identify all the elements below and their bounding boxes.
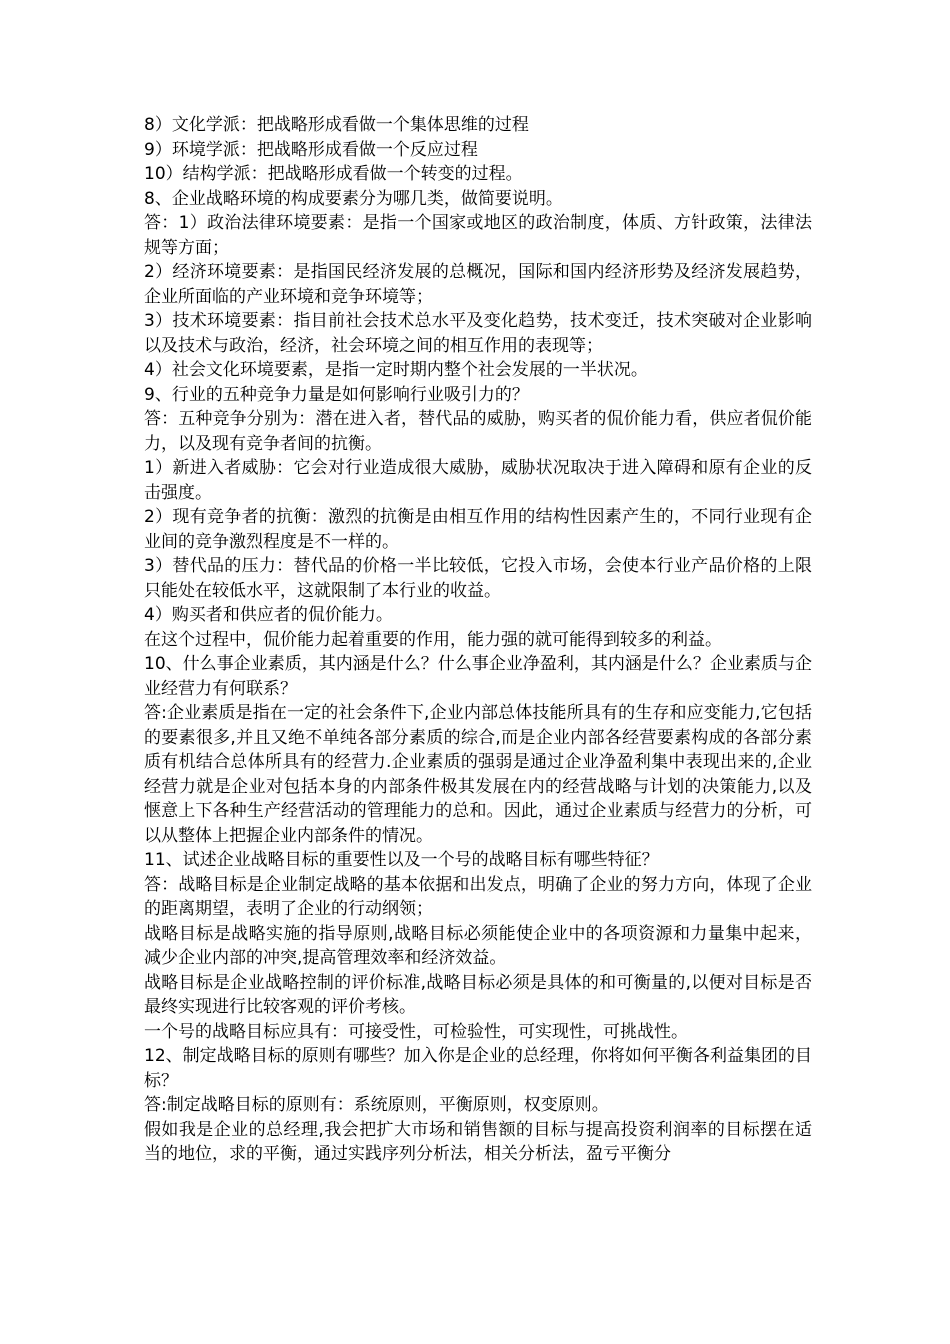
question-heading: 11、试述企业战略目标的重要性以及一个号的战略目标有哪些特征？ (144, 850, 659, 870)
paragraph: 2）现有竞争者的抗衡：激烈的抗衡是由相互作用的结构性因素产生的，不同行业现有企业间的竞争激烈程度是不一样的。 (144, 507, 812, 552)
paragraph: 4）购买者和供应者的侃价能力。 (144, 605, 393, 625)
paragraph: 答:制定战略目标的原则有：系统原则，平衡原则，权变原则。 (144, 1095, 609, 1115)
paragraph: 假如我是企业的总经理,我会把扩大市场和销售额的目标与提高投资利润率的目标摆在适当的地位，求的平衡，通过实践序列分析法，相关分析法，盈亏平衡分 (144, 1119, 812, 1164)
paragraph: 战略目标是企业战略控制的评价标准,战略目标必须是具体的和可衡量的,以便对目标是否最终实现进行比较客观的评价考核。 (144, 972, 812, 1017)
paragraph: 3）技术环境要素：指目前社会技术总水平及变化趋势，技术变迁，技术突破对企业影响以及技术与政治，经济，社会环境之间的相互作用的表现等； (144, 311, 812, 356)
paragraph: 1）新进入者威胁：它会对行业造成很大威胁，威胁状况取决于进入障碍和原有企业的反击强度。 (144, 458, 812, 503)
paragraph: 一个号的战略目标应具有：可接受性，可检验性，可实现性，可挑战性。 (144, 1021, 688, 1042)
paragraph: 2）经济环境要素：是指国民经济发展的总概况，国际和国内经济形势及经济发展趋势，企业所面临的产业环境和竞争环境等； (144, 262, 812, 307)
paragraph: 10）结构学派：把战略形成看做一个转变的过程。 (144, 164, 523, 184)
paragraph: 答:企业素质是指在一定的社会条件下,企业内部总体技能所具有的生存和应变能力,它包括的要素很多,并且又绝不单纯各部分素质的综合,而是企业内部各经营要素构成的各部分素质有机结合总体所具有的经营力.企业素质的强弱是通过企业净盈利集中表现出来的,企业经营力就是企业对包括本身的内部条件极其发展在内的经营战略与计划的决策能力,以及惬意上下各种生产经营活动的管理能力的总和。因此，通过企业素质与经营力的分析，可以从整体上把握企业内部条件的情况。 (144, 703, 812, 846)
paragraph: 3）替代品的压力：替代品的价格一半比较低，它投入市场，会使本行业产品价格的上限只能处在较低水平，这就限制了本行业的收益。 (144, 556, 812, 601)
paragraph: 答：五种竞争分别为：潜在进入者，替代品的威胁，购买者的侃价能力看，供应者侃价能力，以及现有竞争者间的抗衡。 (144, 409, 812, 454)
question-heading: 10、什么事企业素质，其内涵是什么？什么事企业净盈利，其内涵是什么？企业素质与企业经营力有何联系？ (144, 654, 812, 699)
paragraph: 答：1）政治法律环境要素：是指一个国家或地区的政治制度，体质、方针政策，法律法规等方面； (144, 213, 812, 258)
question-heading: 8、企业战略环境的构成要素分为哪几类，做简要说明。 (144, 188, 563, 209)
document-body (144, 113, 812, 1167)
paragraph: 战略目标是战略实施的指导原则,战略目标必须能使企业中的各项资源和力量集中起来，减少企业内部的冲突,提高管理效率和经济效益。 (144, 923, 812, 968)
question-heading: 12、制定战略目标的原则有哪些？加入你是企业的总经理，你将如何平衡各利益集团的目标？ (144, 1046, 812, 1091)
paragraph: 4）社会文化环境要素，是指一定时期内整个社会发展的一半状况。 (144, 360, 648, 380)
paragraph: 答：战略目标是企业制定战略的基本依据和出发点，明确了企业的努力方向，体现了企业的距离期望，表明了企业的行动纲领； (144, 874, 812, 919)
paragraph: 在这个过程中，侃价能力起着重要的作用，能力强的就可能得到较多的利益。 (144, 629, 722, 650)
paragraph: 8）文化学派：把战略形成看做一个集体思维的过程 (144, 115, 529, 135)
paragraph: 9）环境学派：把战略形成看做一个反应过程 (144, 139, 478, 160)
question-heading: 9、行业的五种竞争力量是如何影响行业吸引力的？ (144, 384, 529, 405)
